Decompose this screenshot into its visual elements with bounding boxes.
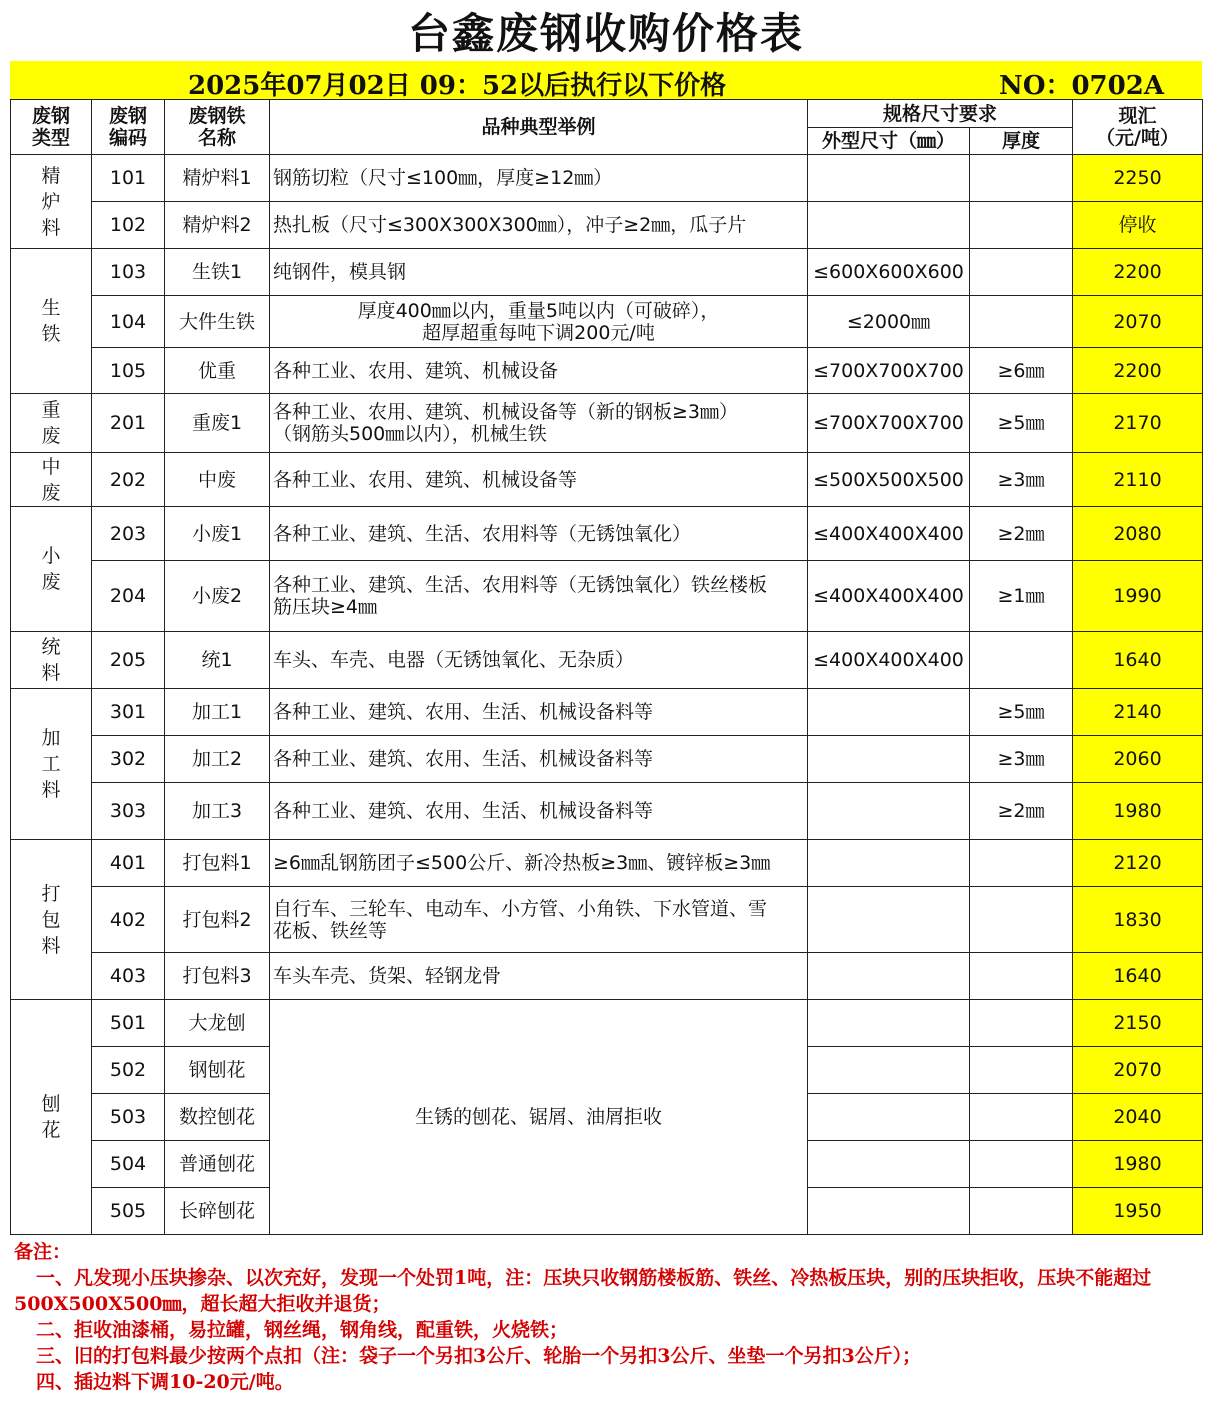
table-row xyxy=(11,840,1203,887)
code-cell: 104 xyxy=(92,296,165,348)
size-cell xyxy=(808,202,970,249)
code-cell: 504 xyxy=(92,1141,165,1188)
page-title: 台鑫废钢收购价格表 xyxy=(407,8,804,58)
size-cell xyxy=(808,783,970,840)
table-row xyxy=(11,1000,1203,1047)
example-cell: 各种工业、农用、建筑、机械设备等 xyxy=(270,453,808,507)
size-cell xyxy=(808,887,970,953)
price-cell: 2120 xyxy=(1073,840,1203,887)
size-cell xyxy=(808,1141,970,1188)
date-banner xyxy=(10,61,1202,99)
note-line-1: 一、凡发现小压块掺杂、以次充好，发现一个处罚1吨，注：压块只收钢筋楼板筋、铁丝、冷热板压块，别的压块拒收，压块不能超过500X500X500㎜，超长超大拒收并退货； xyxy=(14,1267,1152,1315)
notes-heading: 备注： xyxy=(14,1241,72,1263)
size-cell xyxy=(808,1047,970,1094)
example-cell: 纯钢件，模具钢 xyxy=(270,249,808,296)
size-cell: ≤2000㎜ xyxy=(808,296,970,348)
size-cell: ≤400X400X400 xyxy=(808,507,970,561)
thickness-cell xyxy=(970,887,1073,953)
category-label: 统 料 xyxy=(11,632,92,689)
example-cell: 厚度400㎜以内，重量5吨以内（可破碎）， 超厚超重每吨下调200元/吨 xyxy=(270,296,808,348)
header-example: 品种典型举例 xyxy=(270,100,808,155)
name-cell: 精炉料1 xyxy=(165,155,270,202)
table-row xyxy=(11,155,1203,202)
category-label: 中 废 xyxy=(11,453,92,507)
table-row xyxy=(11,736,1203,783)
code-cell: 301 xyxy=(92,689,165,736)
example-cell: 自行车、三轮车、电动车、小方管、小角铁、下水管道、雪 花板、铁丝等 xyxy=(270,887,808,953)
thickness-cell xyxy=(970,840,1073,887)
name-cell: 打包料1 xyxy=(165,840,270,887)
example-cell: 各种工业、建筑、农用、生活、机械设备料等 xyxy=(270,689,808,736)
thickness-cell: ≥2㎜ xyxy=(970,783,1073,840)
category-label: 小 废 xyxy=(11,507,92,632)
code-cell: 505 xyxy=(92,1188,165,1235)
size-cell xyxy=(808,840,970,887)
header-spec: 规格尺寸要求 xyxy=(808,100,1073,128)
code-cell: 101 xyxy=(92,155,165,202)
price-cell: 2170 xyxy=(1073,394,1203,453)
size-cell: ≤600X600X600 xyxy=(808,249,970,296)
header-price: 现汇 （元/吨） xyxy=(1073,100,1203,155)
name-cell: 数控刨花 xyxy=(165,1094,270,1141)
code-cell: 204 xyxy=(92,561,165,632)
table-row xyxy=(11,689,1203,736)
example-cell: 热扎板（尺寸≤300X300X300㎜），冲子≥2㎜，瓜子片 xyxy=(270,202,808,249)
document-number: NO：0702A xyxy=(999,71,1164,101)
example-cell: 各种工业、农用、建筑、机械设备等（新的钢板≥3㎜） （钢筋头500㎜以内），机械生铁 xyxy=(270,394,808,453)
category-label: 刨 花 xyxy=(11,1000,92,1235)
price-cell: 2200 xyxy=(1073,249,1203,296)
thickness-cell: ≥2㎜ xyxy=(970,507,1073,561)
table-row xyxy=(11,394,1203,453)
example-cell: 生锈的刨花、锯屑、油屑拒收 xyxy=(270,1000,808,1235)
example-cell: 钢筋切粒（尺寸≤100㎜，厚度≥12㎜） xyxy=(270,155,808,202)
thickness-cell xyxy=(970,953,1073,1000)
category-label: 精 炉 料 xyxy=(11,155,92,249)
size-cell xyxy=(808,155,970,202)
name-cell: 加工2 xyxy=(165,736,270,783)
code-cell: 501 xyxy=(92,1000,165,1047)
table-row xyxy=(11,783,1203,840)
price-cell: 2250 xyxy=(1073,155,1203,202)
price-sheet xyxy=(10,0,1202,1395)
code-cell: 401 xyxy=(92,840,165,887)
thickness-cell xyxy=(970,249,1073,296)
example-cell: 各种工业、建筑、生活、农用料等（无锈蚀氧化） xyxy=(270,507,808,561)
header-name: 废钢铁 名称 xyxy=(165,100,270,155)
name-cell: 中废 xyxy=(165,453,270,507)
category-label: 加 工 料 xyxy=(11,689,92,840)
code-cell: 203 xyxy=(92,507,165,561)
price-cell: 1830 xyxy=(1073,887,1203,953)
table-row xyxy=(11,348,1203,394)
thickness-cell: ≥5㎜ xyxy=(970,394,1073,453)
header-row xyxy=(11,100,1203,128)
size-cell xyxy=(808,1094,970,1141)
example-cell: 各种工业、建筑、农用、生活、机械设备料等 xyxy=(270,736,808,783)
name-cell: 生铁1 xyxy=(165,249,270,296)
table-row xyxy=(11,453,1203,507)
name-cell: 钢刨花 xyxy=(165,1047,270,1094)
note-line-4: 四、插边料下调10-20元/吨。 xyxy=(36,1371,294,1393)
size-cell: ≤500X500X500 xyxy=(808,453,970,507)
code-cell: 205 xyxy=(92,632,165,689)
price-cell: 2150 xyxy=(1073,1000,1203,1047)
name-cell: 加工1 xyxy=(165,689,270,736)
table-row xyxy=(11,249,1203,296)
category-label: 打 包 料 xyxy=(11,840,92,1000)
name-cell: 长碎刨花 xyxy=(165,1188,270,1235)
header-code: 废钢 编码 xyxy=(92,100,165,155)
code-cell: 105 xyxy=(92,348,165,394)
header-size: 外型尺寸（㎜） xyxy=(808,128,970,155)
price-cell: 1640 xyxy=(1073,953,1203,1000)
table-row xyxy=(11,202,1203,249)
category-label: 重 废 xyxy=(11,394,92,453)
size-cell xyxy=(808,689,970,736)
thickness-cell xyxy=(970,155,1073,202)
name-cell: 小废2 xyxy=(165,561,270,632)
example-cell: ≥6㎜乱钢筋团子≤500公斤、新冷热板≥3㎜、镀锌板≥3㎜ xyxy=(270,840,808,887)
note-line-2: 二、拒收油漆桶，易拉罐，钢丝绳，钢角线，配重铁，火烧铁； xyxy=(36,1319,569,1341)
price-cell: 2140 xyxy=(1073,689,1203,736)
table-row xyxy=(11,561,1203,632)
price-cell: 1980 xyxy=(1073,783,1203,840)
price-cell: 2200 xyxy=(1073,348,1203,394)
thickness-cell: ≥1㎜ xyxy=(970,561,1073,632)
price-cell: 停收 xyxy=(1073,202,1203,249)
code-cell: 502 xyxy=(92,1047,165,1094)
example-cell: 车头、车壳、电器（无锈蚀氧化、无杂质） xyxy=(270,632,808,689)
name-cell: 普通刨花 xyxy=(165,1141,270,1188)
code-cell: 503 xyxy=(92,1094,165,1141)
name-cell: 大件生铁 xyxy=(165,296,270,348)
price-cell: 2070 xyxy=(1073,1047,1203,1094)
price-cell: 1640 xyxy=(1073,632,1203,689)
name-cell: 精炉料2 xyxy=(165,202,270,249)
price-table xyxy=(10,99,1203,1235)
thickness-cell: ≥3㎜ xyxy=(970,453,1073,507)
price-cell: 2110 xyxy=(1073,453,1203,507)
size-cell xyxy=(808,1188,970,1235)
example-cell: 各种工业、建筑、生活、农用料等（无锈蚀氧化）铁丝楼板 筋压块≥4㎜ xyxy=(270,561,808,632)
thickness-cell xyxy=(970,632,1073,689)
example-cell: 各种工业、农用、建筑、机械设备 xyxy=(270,348,808,394)
thickness-cell xyxy=(970,1141,1073,1188)
size-cell: ≤700X700X700 xyxy=(808,348,970,394)
price-cell: 2080 xyxy=(1073,507,1203,561)
table-row xyxy=(11,887,1203,953)
size-cell xyxy=(808,736,970,783)
code-cell: 201 xyxy=(92,394,165,453)
code-cell: 303 xyxy=(92,783,165,840)
thickness-cell xyxy=(970,1094,1073,1141)
thickness-cell xyxy=(970,1188,1073,1235)
thickness-cell: ≥3㎜ xyxy=(970,736,1073,783)
size-cell xyxy=(808,953,970,1000)
code-cell: 402 xyxy=(92,887,165,953)
price-cell: 1950 xyxy=(1073,1188,1203,1235)
name-cell: 打包料3 xyxy=(165,953,270,1000)
notes-section xyxy=(10,1235,1202,1395)
name-cell: 小废1 xyxy=(165,507,270,561)
thickness-cell xyxy=(970,1000,1073,1047)
thickness-cell xyxy=(970,296,1073,348)
table-row xyxy=(11,632,1203,689)
name-cell: 打包料2 xyxy=(165,887,270,953)
name-cell: 加工3 xyxy=(165,783,270,840)
size-cell: ≤400X400X400 xyxy=(808,632,970,689)
thickness-cell: ≥6㎜ xyxy=(970,348,1073,394)
note-line-3: 三、旧的打包料最少按两个点扣（注：袋子一个另扣3公斤、轮胎一个另扣3公斤、坐垫一个另扣3公斤）； xyxy=(36,1345,922,1367)
name-cell: 统1 xyxy=(165,632,270,689)
size-cell xyxy=(808,1000,970,1047)
table-row xyxy=(11,296,1203,348)
size-cell: ≤400X400X400 xyxy=(808,561,970,632)
header-type: 废钢 类型 xyxy=(11,100,92,155)
name-cell: 重废1 xyxy=(165,394,270,453)
header-thickness: 厚度 xyxy=(970,128,1073,155)
effective-date: 2025年07月02日 09：52以后执行以下价格 xyxy=(188,71,727,101)
code-cell: 202 xyxy=(92,453,165,507)
thickness-cell xyxy=(970,202,1073,249)
price-cell: 2060 xyxy=(1073,736,1203,783)
example-cell: 车头车壳、货架、轻钢龙骨 xyxy=(270,953,808,1000)
thickness-cell xyxy=(970,1047,1073,1094)
category-label: 生 铁 xyxy=(11,249,92,394)
code-cell: 302 xyxy=(92,736,165,783)
code-cell: 102 xyxy=(92,202,165,249)
code-cell: 103 xyxy=(92,249,165,296)
table-row xyxy=(11,507,1203,561)
price-cell: 1980 xyxy=(1073,1141,1203,1188)
thickness-cell: ≥5㎜ xyxy=(970,689,1073,736)
code-cell: 403 xyxy=(92,953,165,1000)
name-cell: 优重 xyxy=(165,348,270,394)
size-cell: ≤700X700X700 xyxy=(808,394,970,453)
table-row xyxy=(11,953,1203,1000)
price-cell: 1990 xyxy=(1073,561,1203,632)
price-cell: 2070 xyxy=(1073,296,1203,348)
name-cell: 大龙刨 xyxy=(165,1000,270,1047)
example-cell: 各种工业、建筑、农用、生活、机械设备料等 xyxy=(270,783,808,840)
price-cell: 2040 xyxy=(1073,1094,1203,1141)
